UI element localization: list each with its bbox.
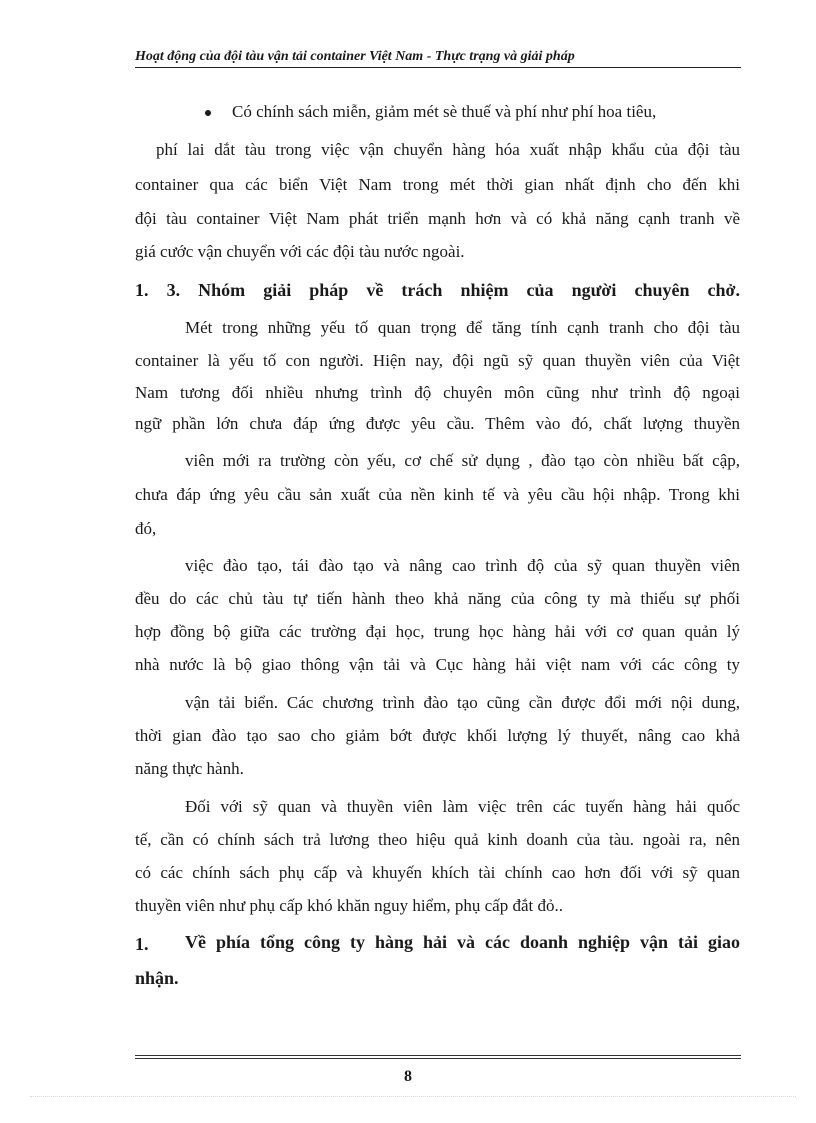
body-line: container là yếu tố con người. Hiện nay, đội ngũ sỹ quan thuyền viên của Việt — [135, 351, 740, 370]
body-line: Nam tương đối nhiều nhưng trình độ chuyên môn cũng như trình độ ngoại — [135, 383, 740, 402]
body-line: đội tàu container Việt Nam phát triển mạnh hơn và có khả năng cạnh tranh về — [135, 209, 740, 228]
body-line: đó, — [135, 519, 157, 538]
footer-rule — [135, 1055, 741, 1056]
body-line: thuyền viên như phụ cấp khó khăn nguy hiểm, phụ cấp đắt đỏ.. — [135, 896, 563, 915]
body-line: Mét trong những yếu tố quan trọng để tăng tính cạnh tranh cho đội tàu — [185, 318, 740, 337]
body-line: nhà nước là bộ giao thông vận tải và Cục hàng hải việt nam với các công ty — [135, 655, 740, 674]
body-line: Đối với sỹ quan và thuyền viên làm việc trên các tuyến hàng hải quốc — [185, 797, 740, 816]
body-line: đều do các chủ tàu tự tiến hành theo khả năng của công ty mà thiếu sự phối — [135, 589, 740, 608]
body-line: năng thực hành. — [135, 759, 244, 778]
section-heading: 1. 3. Nhóm giải pháp về trách nhiệm của người chuyên chở. — [135, 280, 740, 300]
body-line: tế, cần có chính sách trả lương theo hiệu quả kinh doanh của tàu. ngoài ra, nên — [135, 830, 740, 849]
section-number: 1. — [135, 934, 149, 954]
body-line: việc đào tạo, tái đào tạo và nâng cao trình độ của sỹ quan thuyền viên — [185, 556, 740, 575]
body-line: Có chính sách miễn, giảm mét sè thuế và phí như phí hoa tiêu, — [232, 102, 657, 121]
body-line: ngữ phần lớn chưa đáp ứng được yêu cầu. Thêm vào đó, chất lượng thuyền — [135, 414, 740, 433]
body-line: chưa đáp ứng yêu cầu sản xuất của nền kinh tế và yêu cầu hội nhập. Trong khi — [135, 485, 740, 504]
body-line: có các chính sách phụ cấp và khuyến khích tài chính cao hơn đối với sỹ quan — [135, 863, 740, 882]
bullet-icon — [205, 110, 211, 116]
running-header: Hoạt động của đội tàu vận tải container Việt Nam - Thực trạng và giải pháp — [135, 49, 575, 64]
body-line: giá cước vận chuyển với các đội tàu nước ngoài. — [135, 242, 465, 261]
page-number: 8 — [404, 1068, 412, 1085]
footer-rule — [135, 1058, 741, 1059]
body-line: viên mới ra trường còn yếu, cơ chế sử dụng , đào tạo còn nhiều bất cập, — [185, 451, 740, 470]
header-rule — [135, 67, 741, 68]
body-line: container qua các biển Việt Nam trong mét thời gian nhất định cho đến khi — [135, 175, 740, 194]
section-heading-continuation: nhận. — [135, 968, 179, 988]
page-edge-dots — [30, 1096, 796, 1097]
body-line: hợp đồng bộ giữa các trường đại học, trung học hàng hải với cơ quan quản lý — [135, 622, 740, 641]
body-line: phí lai dắt tàu trong việc vận chuyển hàng hóa xuất nhập khẩu của đội tàu — [156, 140, 740, 159]
body-line: vận tải biển. Các chương trình đào tạo cũng cần được đổi mới nội dung, — [185, 693, 740, 712]
body-line: thời gian đào tạo sao cho giảm bớt được khối lượng lý thuyết, nâng cao khả — [135, 726, 740, 745]
section-heading: Về phía tổng công ty hàng hải và các doanh nghiệp vận tải giao — [185, 932, 740, 952]
